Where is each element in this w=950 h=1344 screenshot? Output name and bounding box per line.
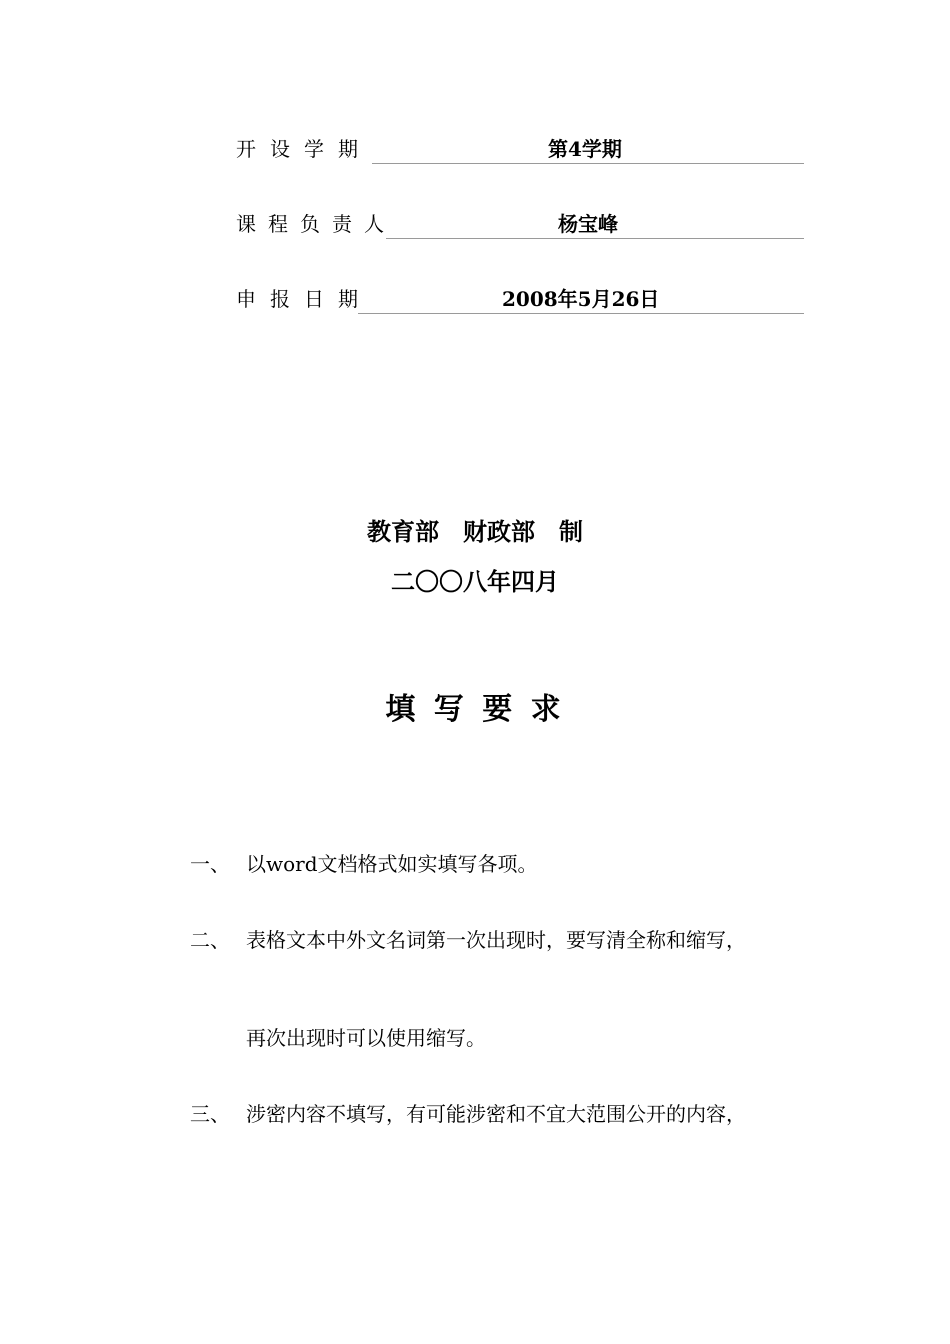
issue-date-line: 二〇〇八年四月 xyxy=(391,567,559,596)
req-number-3: 三、 xyxy=(190,1102,230,1126)
field-value-semester: 第4学期 xyxy=(548,137,622,161)
field-underline-leader xyxy=(386,237,804,239)
field-label-date: 申报日期 xyxy=(236,287,372,311)
field-value-leader: 杨宝峰 xyxy=(558,212,618,236)
field-row-leader xyxy=(236,209,804,239)
field-row-semester xyxy=(236,134,804,164)
field-row-date xyxy=(236,284,804,314)
field-underline-semester xyxy=(372,162,804,164)
field-label-leader: 课程负责人 xyxy=(236,212,396,236)
req-text-1: 以word文档格式如实填写各项。 xyxy=(246,852,538,876)
issuer-line: 教育部 财政部 制 xyxy=(367,517,583,546)
section-title: 填 写 要 求 xyxy=(385,692,565,727)
req-text-2: 表格文本中外文名词第一次出现时，要写清全称和缩写， xyxy=(246,928,746,952)
field-underline-date xyxy=(358,312,804,314)
field-value-date: 2008年5月26日 xyxy=(502,287,660,311)
req-text-2-continued: 再次出现时可以使用缩写。 xyxy=(246,1026,486,1050)
field-label-semester: 开设学期 xyxy=(236,137,372,161)
req-number-2: 二、 xyxy=(190,928,230,952)
req-text-3: 涉密内容不填写，有可能涉密和不宜大范围公开的内容， xyxy=(246,1102,746,1126)
req-number-1: 一、 xyxy=(190,852,230,876)
